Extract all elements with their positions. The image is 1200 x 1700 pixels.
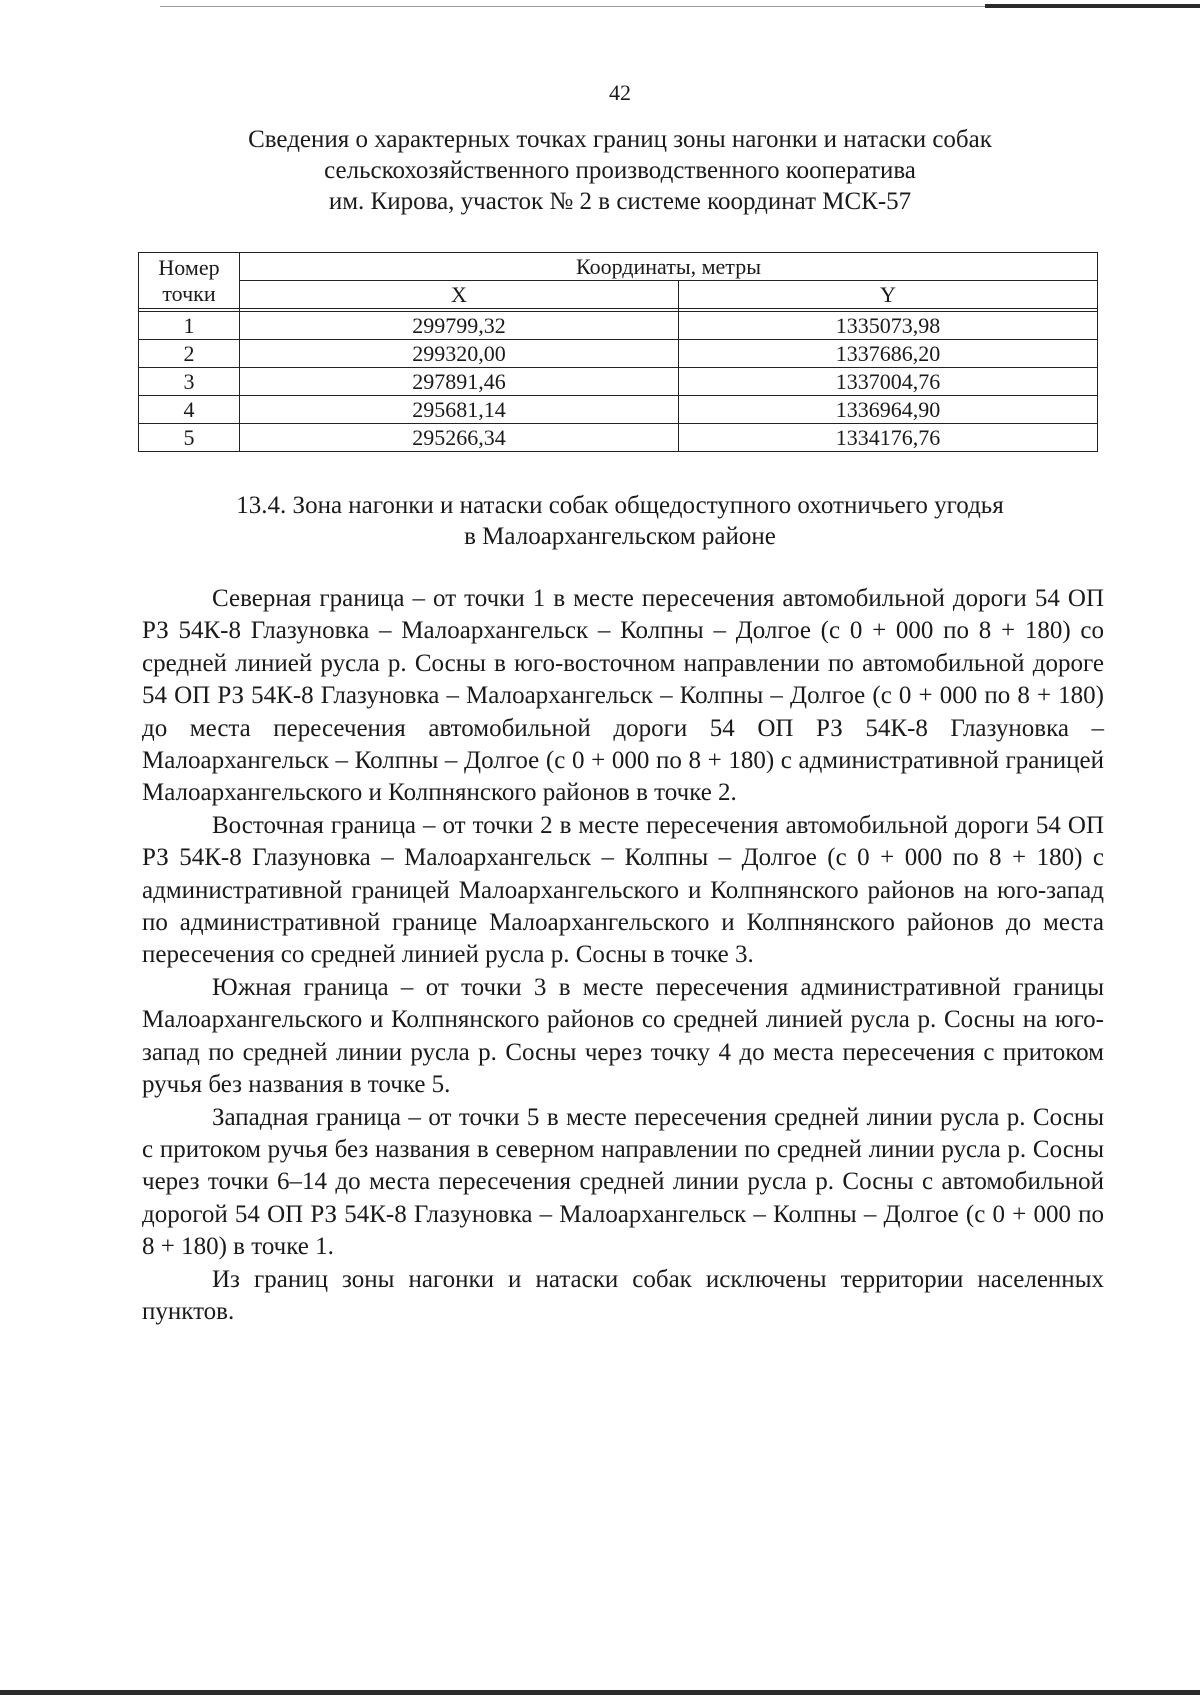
cell-y: 1334176,76 xyxy=(679,424,1098,452)
cell-x: 297891,46 xyxy=(240,368,679,396)
scan-edge-top-mark xyxy=(985,4,1200,8)
caption-line: им. Кирова, участок № 2 в системе координат МСК-57 xyxy=(328,188,912,215)
table-row xyxy=(139,424,1098,452)
cell-y: 1337004,76 xyxy=(679,368,1098,396)
cell-x: 299320,00 xyxy=(240,340,679,368)
table-row xyxy=(139,312,1098,340)
cell-y: 1336964,90 xyxy=(679,396,1098,424)
header-x: X xyxy=(240,281,679,309)
cell-point-number: 3 xyxy=(139,368,240,396)
caption-line: Сведения о характерных точках границ зоны нагонки и натаски собак xyxy=(248,126,992,153)
table-row xyxy=(139,396,1098,424)
section-heading-line: в Малоархангельском районе xyxy=(464,523,776,550)
cell-y: 1335073,98 xyxy=(679,312,1098,340)
cell-x: 299799,32 xyxy=(240,312,679,340)
coordinates-table xyxy=(138,252,1098,452)
cell-x: 295681,14 xyxy=(240,396,679,424)
cell-point-number: 4 xyxy=(139,396,240,424)
cell-point-number: 5 xyxy=(139,424,240,452)
paragraph-east-boundary: Восточная граница – от точки 2 в месте пересечения автомобильной дороги 54 ОП РЗ 54К-8 Глазуновка – Малоархангельск – Колпны – Долгое (с 0 + 000 по 8 + 180) с административной границей Малоархангельского и Колпнянского районов на юго-запад по административной границе Малоархангельского и Колпнянского районов до места пересечения со средней линией русла р. Сосны в точке 3. xyxy=(142,811,1104,969)
scan-edge-bottom xyxy=(0,1690,1200,1695)
table-row xyxy=(139,340,1098,368)
cell-y: 1337686,20 xyxy=(679,340,1098,368)
body-text xyxy=(142,583,1104,1328)
table-row xyxy=(139,368,1098,396)
section-heading-line: 13.4. Зона нагонки и натаски собак общедоступного охотничьего угодья xyxy=(236,492,1004,519)
paragraph-west-boundary: Западная граница – от точки 5 в месте пересечения средней линии русла р. Сосны с притоком ручья без названия в северном направлении по средней линии русла р. Сосны через точки 6–14 до места пересечения средней линии русла р. Сосны с автомобильной дорогой 54 ОП РЗ 54К-8 Глазуновка – Малоархангельск – Колпны – Долгое (с 0 + 000 по 8 + 180) в точке 1. xyxy=(142,1103,1104,1261)
paragraph-north-boundary: Северная граница – от точки 1 в месте пересечения автомобильной дороги 54 ОП РЗ 54К-8 Глазуновка – Малоархангельск – Колпны – Долгое (с 0 + 000 по 8 + 180) со средней линией русла р. Сосны в юго-восточном направлении по автомобильной дороге 54 ОП РЗ 54К-8 Глазуновка – Малоархангельск – Колпны – Долгое (с 0 + 000 по 8 + 180) до места пересечения автомобильной дороги 54 ОП РЗ 54К-8 Глазуновка – Малоархангельск – Колпны – Долгое (с 0 + 000 по 8 + 180) с административной границей Малоархангельского и Колпнянского районов в точке 2. xyxy=(142,585,1104,807)
table-caption xyxy=(150,124,1090,217)
header-point-number: Номер точки xyxy=(139,253,240,309)
cell-x: 295266,34 xyxy=(240,424,679,452)
page-number: 42 xyxy=(609,80,631,105)
header-y: Y xyxy=(679,281,1098,309)
cell-point-number: 2 xyxy=(139,340,240,368)
header-coordinates: Координаты, метры xyxy=(240,253,1098,281)
caption-line: сельскохозяйственного производственного кооператива xyxy=(324,157,916,184)
cell-point-number: 1 xyxy=(139,312,240,340)
paragraph-south-boundary: Южная граница – от точки 3 в месте пересечения административной границы Малоархангельского и Колпнянского районов со средней линией русла р. Сосны на юго-запад по средней линии русла р. Сосны через точку 4 до места пересечения с притоком ручья без названия в точке 5. xyxy=(142,973,1104,1099)
section-heading xyxy=(150,490,1090,552)
paragraph-exclusions: Из границ зоны нагонки и натаски собак исключены территории населенных пунктов. xyxy=(142,1265,1104,1325)
